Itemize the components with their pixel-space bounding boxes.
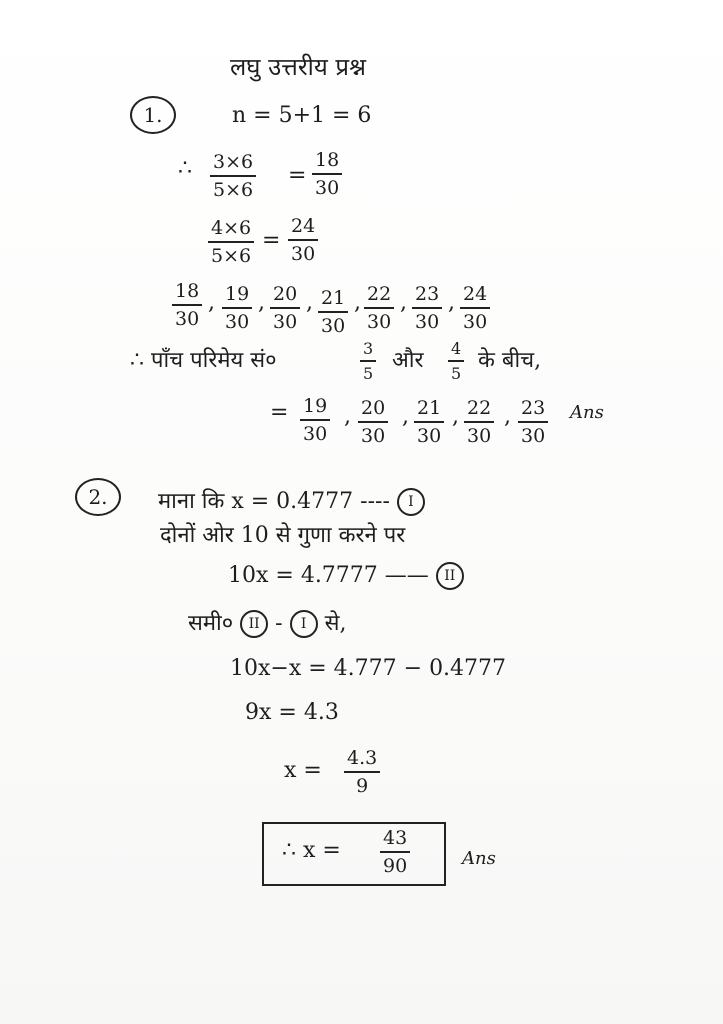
sequence-den: 30 [273, 310, 298, 333]
comma: , [402, 404, 409, 429]
q2-line-let [158, 488, 425, 516]
q1-fraction-a-result-num: 18 [312, 150, 342, 175]
answer-num: 22 [464, 398, 494, 423]
question-1-number: 1. [130, 96, 176, 134]
fraction-3-5-den: 5 [363, 363, 374, 383]
comma: , [452, 404, 459, 429]
sequence-fraction [222, 284, 252, 333]
fraction-4-5 [448, 340, 464, 382]
final-answer-num: 43 [380, 828, 410, 853]
q2-line-10x-x: 10x−x = 4.777 − 0.4777 [230, 656, 507, 681]
comma: , [448, 290, 455, 315]
sequence-num: 23 [412, 284, 442, 309]
equals-sign: = [288, 163, 307, 188]
q1-fraction-a [210, 152, 256, 201]
comma: , [504, 404, 511, 429]
sequence-num: 21 [318, 288, 348, 313]
answer-fraction [300, 396, 330, 445]
q2-line-subtract [188, 610, 346, 638]
equation-tag-2: II [436, 562, 464, 590]
fraction-4-3-over-9 [344, 748, 380, 797]
q1-fraction-a-num: 3×6 [210, 152, 256, 177]
sequence-fraction [270, 284, 300, 333]
q2-line-subtract-pre: समी० [188, 611, 234, 636]
sequence-fraction [318, 288, 348, 337]
fraction-9-den: 9 [356, 774, 369, 797]
q2-line-10x [228, 562, 464, 590]
sequence-fraction [460, 284, 490, 333]
final-answer-fraction [380, 828, 410, 877]
comma: , [344, 404, 351, 429]
q1-fraction-b-result-den: 30 [291, 242, 316, 265]
sequence-den: 30 [415, 310, 440, 333]
q2-line-subtract-post: से, [324, 611, 347, 636]
fraction-3-5 [360, 340, 376, 382]
final-answer-den: 90 [383, 854, 408, 877]
therefore-symbol: ∴ [178, 156, 192, 181]
sequence-den: 30 [175, 307, 200, 330]
answer-equals: = [270, 400, 289, 425]
sequence-den: 30 [367, 310, 392, 333]
equation-tag-1-ref: I [290, 610, 318, 638]
sequence-fraction [412, 284, 442, 333]
sequence-den: 30 [463, 310, 488, 333]
q1-line-n: n = 5+1 = 6 [232, 103, 372, 128]
comma: , [258, 290, 265, 315]
sequence-num: 24 [460, 284, 490, 309]
q2-line-multiply: दोनों ओर 10 से गुणा करने पर [160, 523, 406, 548]
answer-label: Ans [570, 402, 604, 423]
answer-den: 30 [467, 424, 492, 447]
sequence-fraction [364, 284, 394, 333]
q2-line-let-text: माना कि x = 0.4777 ---- [158, 489, 390, 514]
answer-num: 19 [300, 396, 330, 421]
answer-den: 30 [521, 424, 546, 447]
sequence-num: 22 [364, 284, 394, 309]
q1-fraction-a-den: 5×6 [213, 178, 254, 201]
final-answer-pre: ∴ x = [282, 838, 341, 863]
comma: , [306, 290, 313, 315]
answer-num: 20 [358, 398, 388, 423]
q1-statement-pre: ∴ पाँच परिमेय सं० [130, 348, 277, 373]
fraction-4-3-num: 4.3 [344, 748, 380, 773]
page-title: लघु उत्तरीय प्रश्न [230, 53, 367, 81]
sequence-den: 30 [225, 310, 250, 333]
q1-fraction-b [208, 218, 254, 267]
equals-sign: = [262, 228, 281, 253]
answer-fraction [518, 398, 548, 447]
fraction-4-5-den: 5 [451, 363, 462, 383]
sequence-num: 19 [222, 284, 252, 309]
q1-statement-post: के बीच, [478, 348, 542, 373]
question-2-number: 2. [75, 478, 121, 516]
sequence-num: 20 [270, 284, 300, 309]
q1-fraction-a-result [312, 150, 342, 199]
answer-den: 30 [361, 424, 386, 447]
sequence-den: 30 [321, 314, 346, 337]
fraction-4-5-num: 4 [448, 340, 464, 362]
answer-num: 23 [518, 398, 548, 423]
q2-line-10x-text: 10x = 4.7777 —— [228, 563, 429, 588]
q2-line-9x: 9x = 4.3 [245, 700, 339, 725]
q1-fraction-b-result [288, 216, 318, 265]
equation-tag-1: I [397, 488, 425, 516]
q2-line-subtract-mid: - [275, 611, 283, 636]
q1-fraction-b-num: 4×6 [208, 218, 254, 243]
fraction-3-5-num: 3 [360, 340, 376, 362]
sequence-num: 18 [172, 281, 202, 306]
q1-fraction-b-result-num: 24 [288, 216, 318, 241]
answer-den: 30 [303, 422, 328, 445]
answer-fraction [464, 398, 494, 447]
answer-fraction [358, 398, 388, 447]
answer-den: 30 [417, 424, 442, 447]
q1-statement-mid: और [392, 348, 424, 373]
answer-fraction [414, 398, 444, 447]
q2-line-x-pre: x = [284, 758, 322, 783]
comma: , [208, 290, 215, 315]
final-answer-label: Ans [462, 848, 496, 869]
q1-fraction-b-den: 5×6 [211, 244, 252, 267]
sequence-fraction [172, 281, 202, 330]
answer-num: 21 [414, 398, 444, 423]
equation-tag-2-ref: II [240, 610, 268, 638]
q1-fraction-a-result-den: 30 [315, 176, 340, 199]
comma: , [400, 290, 407, 315]
comma: , [354, 290, 361, 315]
